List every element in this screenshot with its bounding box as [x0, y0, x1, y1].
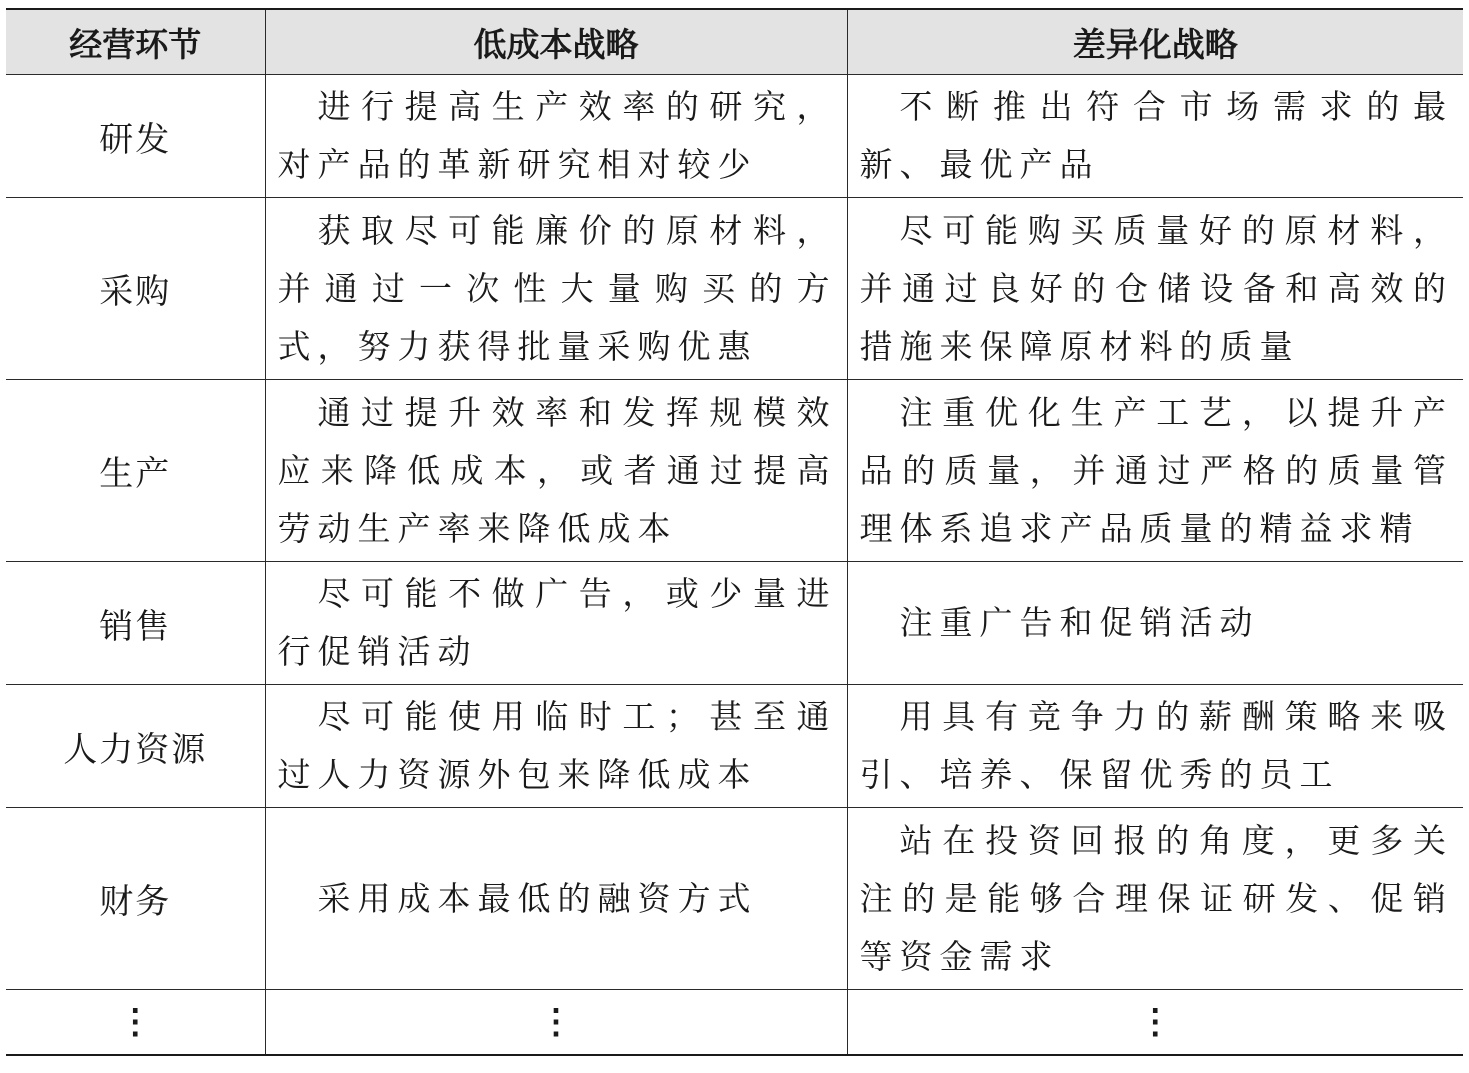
ellipsis-cell: ⋮: [847, 990, 1463, 1056]
cell-text: 采用成本最低的融资方式: [317, 878, 758, 918]
header-row: [6, 9, 1463, 75]
cell-text: 尽可能购买质量好的原材料，并通过良好的仓储设备和高效的措施来保障原材料的质量: [859, 210, 1453, 366]
table-row: [6, 808, 1463, 990]
table-row: [6, 685, 1463, 808]
low-cost-cell: [265, 808, 847, 990]
header-low-cost: 低成本战略: [265, 9, 847, 75]
low-cost-cell: [265, 380, 847, 562]
low-cost-cell: [265, 685, 847, 808]
table-row: [6, 75, 1463, 198]
table-row: [6, 562, 1463, 685]
stage-cell: 销售: [6, 562, 265, 685]
low-cost-cell: [265, 562, 847, 685]
cell-text: 进行提高生产效率的研究，对产品的革新研究相对较少: [277, 87, 837, 184]
stage-cell: 生产: [6, 380, 265, 562]
header-stage: 经营环节: [6, 9, 265, 75]
stage-cell: 人力资源: [6, 685, 265, 808]
cell-text: 不断推出符合市场需求的最新、最优产品: [859, 87, 1453, 184]
low-cost-cell: [265, 75, 847, 198]
strategy-comparison-table: [6, 8, 1463, 1056]
differentiation-cell: [847, 380, 1463, 562]
cell-text: 通过提升效率和发挥规模效应来降低成本，或者通过提高劳动生产率来降低成本: [277, 392, 837, 548]
cell-text: 站在投资回报的角度，更多关注的是能够合理保证研发、促销等资金需求: [859, 820, 1453, 976]
stage-cell: 研发: [6, 75, 265, 198]
cell-text: 尽可能使用临时工；甚至通过人力资源外包来降低成本: [277, 697, 837, 794]
ellipsis-row: [6, 990, 1463, 1056]
cell-text: 注重优化生产工艺，以提升产品的质量，并通过严格的质量管理体系追求产品质量的精益求精: [859, 392, 1453, 548]
header-differentiation: 差异化战略: [847, 9, 1463, 75]
ellipsis-cell: ⋮: [265, 990, 847, 1056]
differentiation-cell: [847, 198, 1463, 380]
cell-text: 获取尽可能廉价的原材料，并通过一次性大量购买的方式，努力获得批量采购优惠: [277, 210, 837, 366]
ellipsis-cell: ⋮: [6, 990, 265, 1056]
differentiation-cell: [847, 75, 1463, 198]
stage-cell: 采购: [6, 198, 265, 380]
table-row: [6, 198, 1463, 380]
table-row: [6, 380, 1463, 562]
differentiation-cell: [847, 808, 1463, 990]
low-cost-cell: [265, 198, 847, 380]
cell-text: 用具有竞争力的薪酬策略来吸引、培养、保留优秀的员工: [859, 697, 1453, 794]
differentiation-cell: [847, 685, 1463, 808]
cell-text: 注重广告和促销活动: [899, 603, 1260, 642]
cell-text: 尽可能不做广告，或少量进行促销活动: [277, 574, 837, 671]
differentiation-cell: [847, 562, 1463, 685]
stage-cell: 财务: [6, 808, 265, 990]
